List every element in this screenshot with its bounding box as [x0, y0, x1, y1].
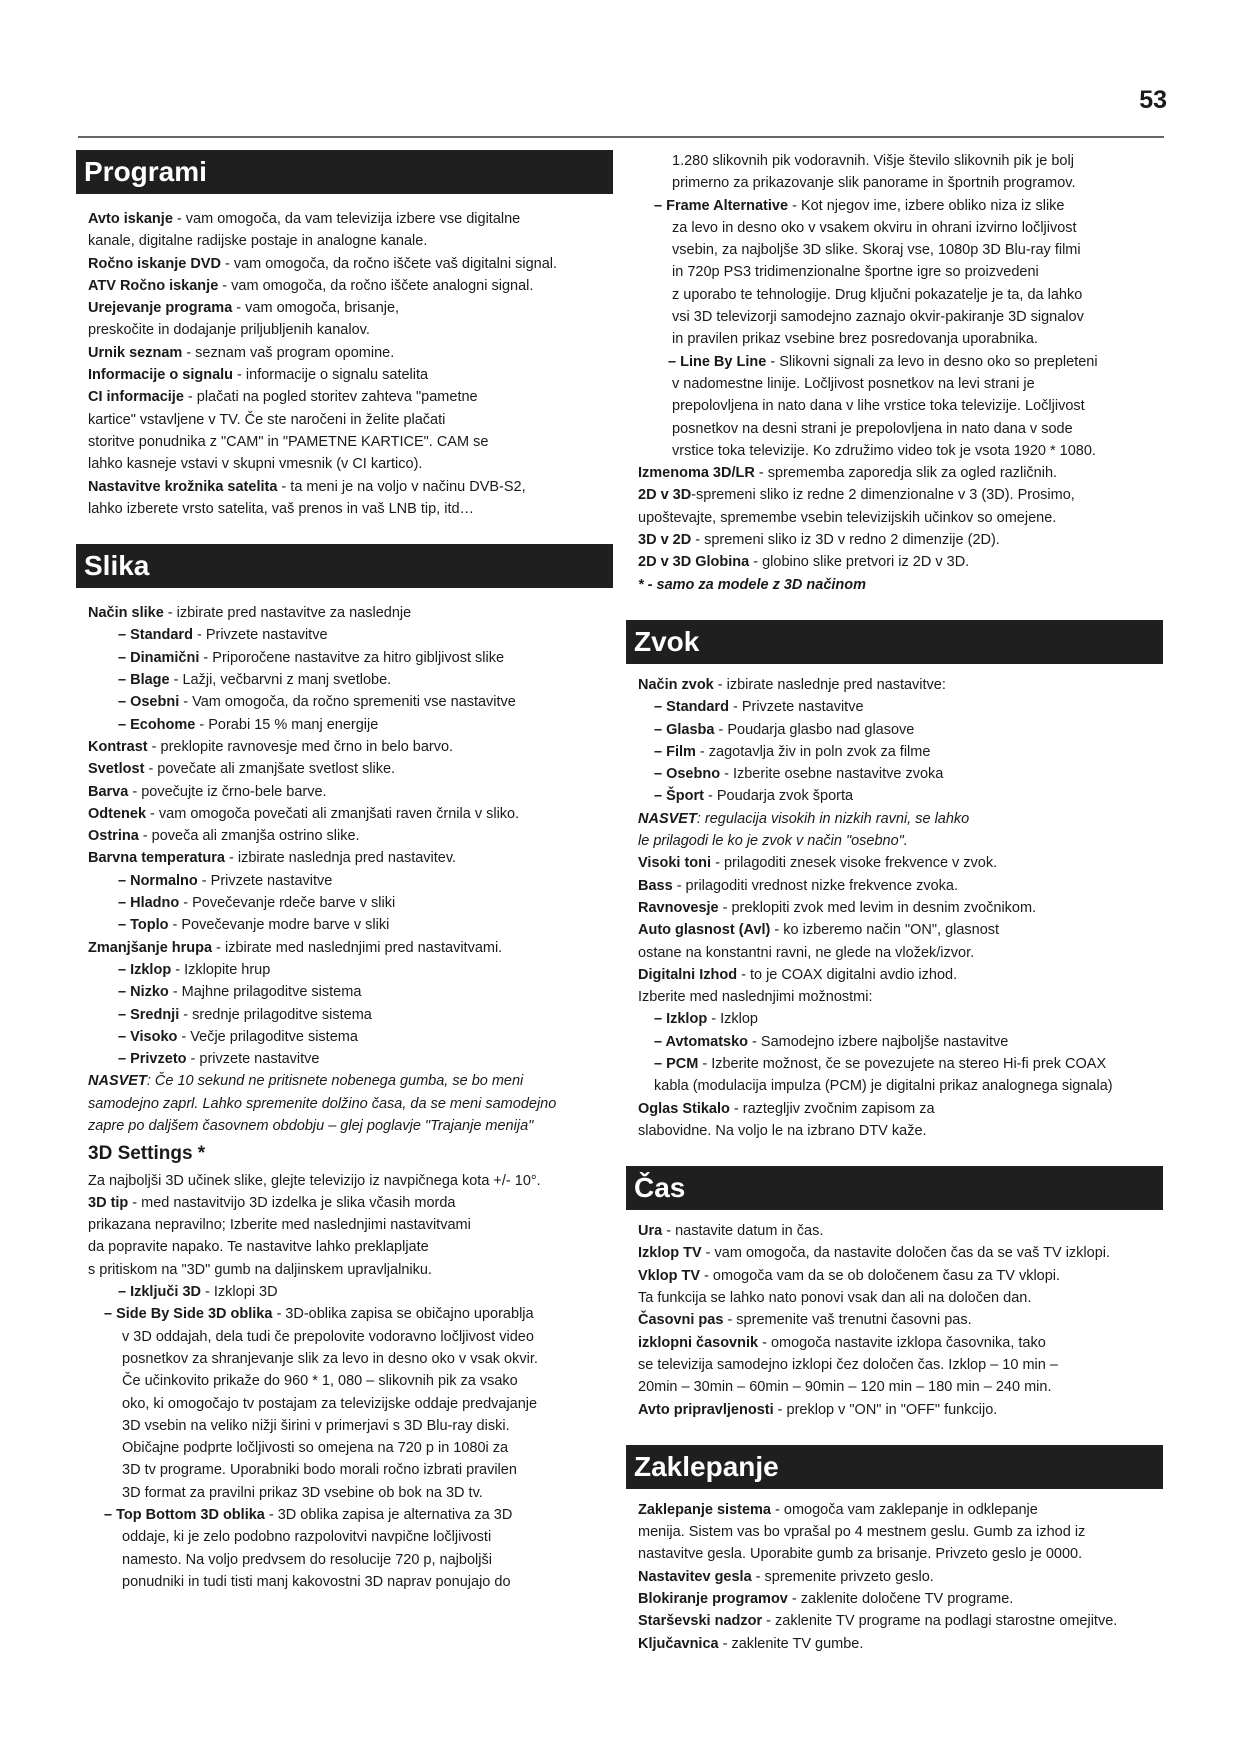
- list-item: – Normalno - Privzete nastavitve: [118, 872, 333, 889]
- zvok-body: [628, 674, 1163, 1142]
- tip-note: NASVET: Če 10 sekund ne pritisnete nobenega gumba, se bo meni samodejno zaprl. Lahko spremenite dolžino časa, da se meni samodejno zapre po daljšem časovnem obdobju – glej poglavje "Trajanje menija": [88, 1073, 557, 1134]
- text-line: preskočite in dodajanje priljubljenih kanalov.: [88, 322, 370, 339]
- text-line: 2D v 3D-spremeni sliko iz redne 2 dimenzionalne v 3 (3D). Prosimo,: [638, 487, 1075, 504]
- text-line: namesto. Na voljo predvsem do resolucije 720 p, najboljši: [122, 1551, 492, 1568]
- text-line: Ravnovesje - preklopiti zvok med levim in desnim zvočnikom.: [638, 899, 1037, 916]
- list-item: – Nizko - Majhne prilagoditve sistema: [118, 984, 362, 1001]
- text-line: prepolovljena in nato dana v lihe vrstice toka televizije. Ločljivost: [672, 398, 1085, 415]
- text-line: Urejevanje programa - vam omogoča, brisanje,: [88, 300, 400, 317]
- text-line: Izmenoma 3D/LR - sprememba zaporedja slik za ogled različnih.: [638, 465, 1058, 482]
- text-line: in pravilen prikaz vsebine brez posredovanja uporabnika.: [672, 331, 1038, 348]
- text-line: Običajne podprte ločljivosti so omejena na 720 p in 1080i za: [122, 1440, 509, 1457]
- text-line: Starševski nadzor - zaklenite TV programe na podlagi starostne omejitve.: [638, 1613, 1118, 1630]
- text-line: in 720p PS3 tridimenzionalne športne igre so proizvedeni: [672, 264, 1039, 281]
- text-line: 3D v 2D - spremeni sliko iz 3D v redno 2 dimenzije (2D).: [638, 532, 1000, 549]
- text-line: primerno za prikazovanje slik panorame in športnih programov.: [672, 175, 1076, 192]
- text-line: vrstice toka televizije. Ko združimo video tok je vsota 1920 * 1080.: [672, 442, 1096, 459]
- text-line: Nastavitve krožnika satelita - ta meni je na voljo v načinu DVB-S2,: [88, 478, 526, 495]
- list-item: – Osebno - Izberite osebne nastavitve zvoka: [654, 766, 944, 783]
- footnote: * - samo za modele z 3D načinom: [638, 576, 867, 593]
- list-item: – PCM - Izberite možnost, če se povezujete na stereo Hi-fi prek COAX: [654, 1055, 1107, 1072]
- list-item: – Hladno - Povečevanje rdeče barve v sliki: [118, 895, 396, 912]
- text-line: Odtenek - vam omogoča povečati ali zmanjšati raven črnila v sliko.: [88, 805, 520, 822]
- text-line: Blokiranje programov - zaklenite določene TV programe.: [638, 1591, 1014, 1608]
- text-line: nastavitve gesla. Uporabite gumb za brisanje. Privzeto geslo je 0000.: [638, 1546, 1083, 1563]
- text-line: posnetkov na desni strani je prepolovljena in nato dana v sode: [672, 420, 1073, 437]
- text-line: lahko kasneje vstavi v skupni vmesnik (v CI kartico).: [88, 456, 423, 473]
- text-line: 20min – 30min – 60min – 90min – 120 min – 180 min – 240 min.: [638, 1379, 1052, 1396]
- section-heading-programi: Programi: [76, 150, 613, 194]
- text-line: s pritiskom na "3D" gumb na daljinskem upravljalniku.: [88, 1261, 432, 1278]
- text-line: Časovni pas - spremenite vaš trenutni časovni pas.: [638, 1312, 972, 1329]
- text-line: Barvna temperatura - izbirate naslednja pred nastavitev.: [88, 850, 457, 867]
- text-line: 3D format za pravilni prikaz 3D vsebine ob bok na 3D tv.: [122, 1484, 483, 1501]
- text-line: oddaje, ki je zelo podobno razpolovitvi navpične ločljivosti: [122, 1529, 492, 1546]
- text-line: oko, ki omogočajo tv postajam za televizijske oddaje predvajanje: [122, 1395, 538, 1412]
- text-line: za levo in desno oko v vsakem okviru in ohrani izvirno ločljivost: [672, 219, 1077, 236]
- list-item: kabla (modulacija impulza (PCM) je digitalni prikaz analognega signala): [654, 1078, 1113, 1095]
- text-line: ostane na konstantni ravni, ne glede na vložek/izvor.: [638, 944, 975, 961]
- list-item: – Standard - Privzete nastavitve: [118, 627, 328, 644]
- text-line: se televizija samodejno izklopi čez določen čas. Izklop – 10 min –: [638, 1356, 1058, 1373]
- left-column: [78, 150, 613, 1593]
- text-line: Ključavnica - zaklenite TV gumbe.: [638, 1635, 864, 1652]
- right-column: [628, 150, 1163, 1655]
- text-line: 2D v 3D Globina - globino slike pretvori iz 2D v 3D.: [638, 554, 970, 571]
- text-line: Ročno iskanje DVD - vam omogoča, da ročno iščete vaš digitalni signal.: [88, 255, 558, 272]
- text-line: z uporabo te tehnologije. Drug ključni pokazatelje je ta, da lahko: [672, 286, 1083, 303]
- list-item: – Film - zagotavlja živ in poln zvok za filme: [654, 743, 931, 760]
- zaklepanje-body: [628, 1499, 1163, 1655]
- list-item: – Izključi 3D - Izklopi 3D: [118, 1284, 278, 1301]
- text-line: Za najboljši 3D učinek slike, glejte televizijo iz navpičnega kota +/- 10°.: [88, 1172, 541, 1189]
- list-item: – Srednji - srednje prilagoditve sistema: [118, 1006, 372, 1023]
- text-line: da popravite napako. Te nastavitve lahko preklapljate: [88, 1239, 429, 1256]
- list-item: – Avtomatsko - Samodejno izbere najboljše nastavitve: [654, 1033, 1009, 1050]
- text-line: 3D tip - med nastavitvijo 3D izdelka je slika včasih morda: [88, 1194, 456, 1211]
- list-item: – Dinamični - Priporočene nastavitve za hitro gibljivost slike: [118, 649, 505, 666]
- list-item: – Izklop - Izklopite hrup: [118, 961, 271, 978]
- text-line: Ostrina - poveča ali zmanjša ostrino slike.: [88, 828, 360, 845]
- text-line: Vklop TV - omogoča vam da se ob določenem času za TV vklopi.: [638, 1267, 1061, 1284]
- text-line: prikazana nepravilno; Izberite med naslednjimi nastavitvami: [88, 1217, 471, 1234]
- section-heading-zvok: Zvok: [626, 620, 1163, 664]
- text-line: kartice" vstavljene v TV. Če ste naročeni in želite plačati: [88, 411, 446, 428]
- text-line: kanale, digitalne radijske postaje in analogne kanale.: [88, 233, 428, 250]
- list-item: – Standard - Privzete nastavitve: [654, 699, 864, 716]
- text-line: 1.280 slikovnih pik vodoravnih. Višje število slikovnih pik je bolj: [672, 153, 1074, 169]
- text-line: Urnik seznam - seznam vaš program opomine.: [88, 344, 395, 361]
- section-heading-cas: Čas: [626, 1166, 1163, 1210]
- text-line: storitve ponudnika z "CAM" in "PAMETNE KARTICE". CAM se: [88, 433, 489, 450]
- list-item: – Ecohome - Porabi 15 % manj energije: [118, 716, 379, 733]
- text-line: Izklop TV - vam omogoča, da nastavite določen čas da se vaš TV izklopi.: [638, 1245, 1111, 1262]
- list-item: – Izklop - Izklop: [654, 1011, 758, 1028]
- slika-body: [78, 602, 613, 1137]
- text-line: Svetlost - povečate ali zmanjšate svetlost slike.: [88, 761, 396, 778]
- settings3d-body: [78, 1170, 613, 1594]
- list-item: – Osebni - Vam omogoča, da ročno spremeniti vse nastavitve: [118, 694, 516, 711]
- text-line: slabovidne. Na voljo le na izbrano DTV kaže.: [638, 1122, 927, 1139]
- text-line: ATV Ročno iskanje - vam omogoča, da ročno iščete analogni signal.: [88, 277, 534, 294]
- list-item: – Side By Side 3D oblika - 3D-oblika zapisa se običajno uporablja: [104, 1306, 534, 1323]
- text-line: Visoki toni - prilagoditi znesek visoke frekvence v zvok.: [638, 855, 998, 872]
- top-rule: [78, 136, 1164, 138]
- list-item: – Visoko - Večje prilagoditve sistema: [118, 1028, 358, 1045]
- page-number: 53: [1139, 86, 1167, 114]
- text-line: Informacije o signalu - informacije o signalu satelita: [88, 367, 429, 384]
- section-heading-zaklepanje: Zaklepanje: [626, 1445, 1163, 1489]
- text-line: Oglas Stikalo - raztegljiv zvočnim zapisom za: [638, 1100, 935, 1117]
- text-line: vsebin, za najboljše 3D slike. Skoraj vse, 1080p 3D Blu-ray filmi: [672, 242, 1081, 259]
- text-line: lahko izberete vrsto satelita, vaš prenos in vaš LNB tip, itd…: [88, 500, 475, 517]
- text-line: 3D tv programe. Uporabniki bodo morali ročno izbrati pravilen: [122, 1462, 517, 1479]
- text-line: v nadomestne linije. Ločljivost posnetkov na levi strani je: [672, 375, 1035, 392]
- text-line: Način slike - izbirate pred nastavitve za naslednje: [88, 605, 412, 622]
- programi-body: [78, 208, 613, 520]
- list-item: – Privzeto - privzete nastavitve: [118, 1051, 320, 1068]
- subheading-3d-settings: 3D Settings *: [88, 1143, 206, 1165]
- text-line: posnetkov za shranjevanje slik za levo in desno oko v vsak okvir.: [122, 1350, 538, 1367]
- text-line: izklopni časovnik - omogoča nastavite izklopa časovnika, tako: [638, 1334, 1046, 1351]
- list-item: – Šport - Poudarja zvok športa: [654, 788, 854, 805]
- text-line: Avto pripravljenosti - preklop v "ON" in "OFF" funkcijo.: [638, 1401, 998, 1418]
- text-line: Nastavitev gesla - spremenite privzeto geslo.: [638, 1568, 934, 1585]
- tip-note: NASVET: regulacija visokih in nizkih ravni, se lahko le prilagodi le ko je zvok v način "osebno".: [638, 810, 970, 850]
- list-item: – Line By Line - Slikovni signali za levo in desno oko so prepleteni: [668, 353, 1098, 370]
- list-item: – Blage - Lažji, večbarvni z manj svetlobe.: [118, 672, 392, 689]
- text-line: Ura - nastavite datum in čas.: [638, 1223, 824, 1240]
- text-line: Če učinkovito prikaže do 960 * 1, 080 – slikovnih pik za vsako: [122, 1373, 518, 1390]
- text-line: menija. Sistem vas bo vprašal po 4 mestnem geslu. Gumb za izhod iz: [638, 1524, 1086, 1541]
- text-line: 3D vsebin na veliko nižji širini v primerjavi s 3D Blu-ray diski.: [122, 1417, 510, 1434]
- list-item: – Toplo - Povečevanje modre barve v sliki: [118, 917, 390, 934]
- text-line: Zmanjšanje hrupa - izbirate med naslednjimi pred nastavitvami.: [88, 939, 503, 956]
- text-line: Bass - prilagoditi vrednost nizke frekvence zvoka.: [638, 877, 958, 894]
- list-item: – Top Bottom 3D oblika - 3D oblika zapisa je alternativa za 3D: [104, 1507, 513, 1524]
- text-line: Način zvok - izbirate naslednje pred nastavitve:: [638, 676, 946, 693]
- text-line: Digitalni Izhod - to je COAX digitalni avdio izhod.: [638, 966, 958, 983]
- text-line: ponudniki in tudi tisti manj kakovostni 3D naprav ponujajo do: [122, 1573, 511, 1590]
- text-line: Ta funkcija se lahko nato ponovi vsak dan ali na določen dan.: [638, 1290, 1032, 1307]
- list-item: – Glasba - Poudarja glasbo nad glasove: [654, 721, 915, 738]
- list-item: – Frame Alternative - Kot njegov ime, izbere obliko niza iz slike: [654, 197, 1065, 214]
- text-line: Barva - povečujte iz črno-bele barve.: [88, 783, 327, 800]
- section-heading-slika: Slika: [76, 544, 613, 588]
- text-line: vsi 3D televizorji samodejno zaznajo okvir-pakiranje 3D signalov: [672, 309, 1084, 326]
- text-line: v 3D oddajah, dela tudi če prepolovite vodoravno ločljivost video: [122, 1328, 534, 1345]
- text-line: Avto iskanje - vam omogoča, da vam televizija izbere vse digitalne: [88, 211, 521, 227]
- cas-body: [628, 1220, 1163, 1421]
- text-line: CI informacije - plačati na pogled storitev zahteva "pametne: [88, 389, 478, 406]
- text-line: Zaklepanje sistema - omogoča vam zaklepanje in odklepanje: [638, 1501, 1038, 1518]
- settings3d-continued: [628, 150, 1163, 596]
- text-line: Izberite med naslednjimi možnostmi:: [638, 989, 873, 1006]
- text-line: Kontrast - preklopite ravnovesje med črno in belo barvo.: [88, 738, 454, 755]
- text-line: Auto glasnost (Avl) - ko izberemo način "ON", glasnost: [638, 922, 1000, 939]
- text-line: upoštevajte, spremembe vsebin televizijskih učinkov so omejene.: [638, 509, 1057, 526]
